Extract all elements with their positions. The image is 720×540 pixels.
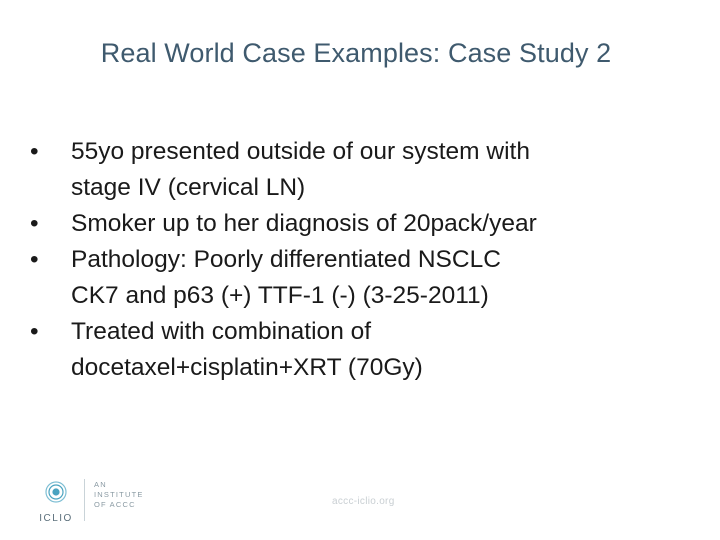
bullet-line: CK7 and p63 (+) TTF-1 (-) (3-25-2011) [71, 282, 489, 309]
bullet-list [30, 134, 700, 386]
logo-wordmark: ICLIO [39, 513, 73, 524]
bullet-marker: • [30, 318, 39, 345]
bullet-item [30, 206, 700, 242]
institute-line: INSTITUTE [94, 490, 144, 499]
bullet-line: Pathology: Poorly differentiated NSCLC [71, 246, 501, 273]
institute-line: AN [94, 480, 107, 489]
logo-divider [84, 479, 85, 521]
footer [36, 476, 436, 526]
slide-title: Real World Case Examples: Case Study 2 [100, 38, 612, 68]
bullet-line: stage IV (cervical LN) [71, 174, 306, 201]
institute-label [94, 480, 144, 510]
bullet-item [30, 242, 700, 314]
bullet-line: Treated with combination of [71, 318, 372, 345]
bullet-line: docetaxel+cisplatin+XRT (70Gy) [71, 354, 423, 381]
bullet-item [30, 314, 700, 386]
bullet-line: Smoker up to her diagnosis of 20pack/year [71, 210, 537, 237]
website-link[interactable]: accc-iclio.org [332, 496, 395, 507]
bullet-marker: • [30, 210, 39, 237]
bullet-line: 55yo presented outside of our system with [71, 138, 530, 165]
iclio-logo [36, 476, 76, 526]
logo-circles-icon [46, 482, 66, 502]
bullet-item [30, 134, 700, 206]
bullet-marker: • [30, 246, 39, 273]
institute-line: OF ACCC [94, 500, 136, 509]
bullet-marker: • [30, 138, 39, 165]
